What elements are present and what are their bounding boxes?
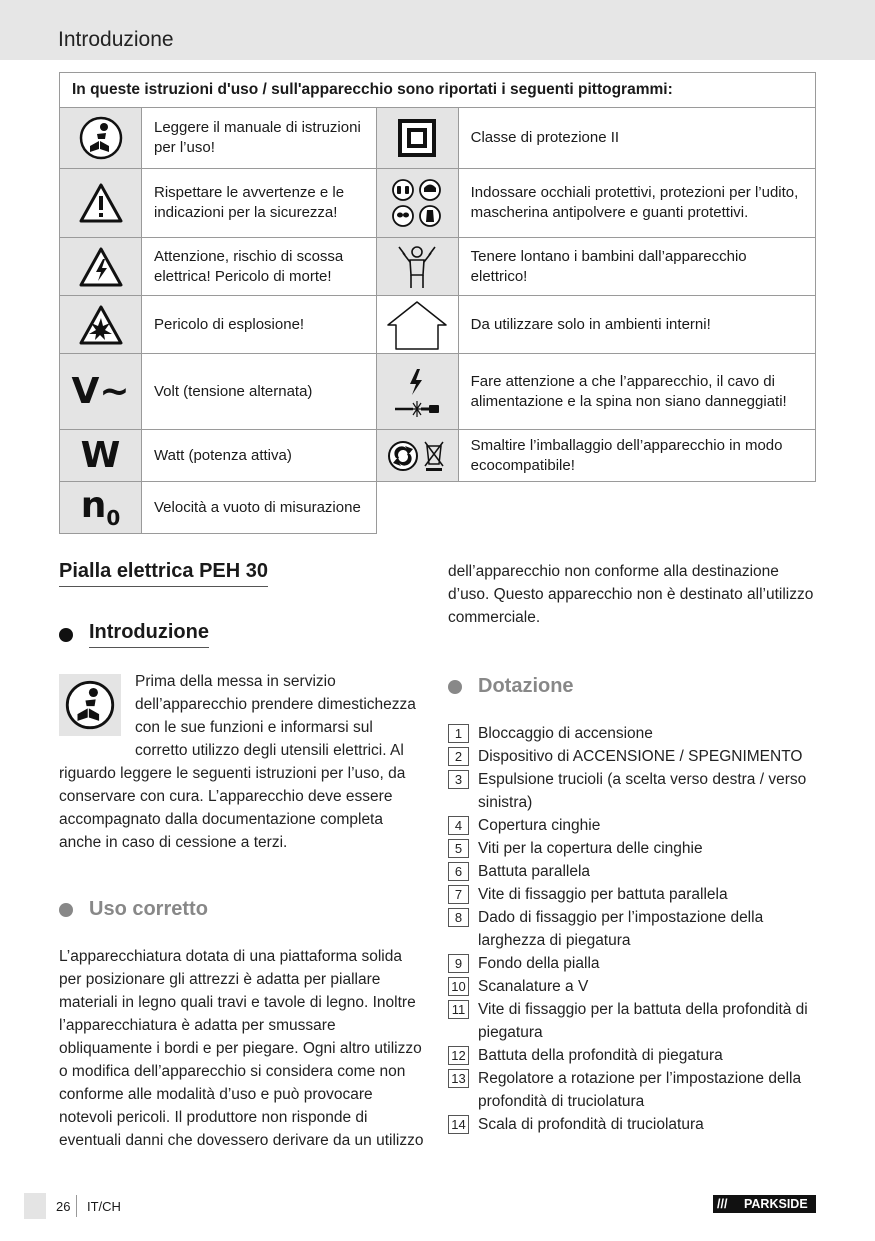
list-item: 4 Copertura cinghie (448, 814, 816, 837)
bullet-icon (59, 628, 73, 642)
brand-logo: /// PARKSIDE (713, 1195, 816, 1213)
list-item: 7 Vite di fissaggio per battuta parallela (448, 883, 816, 906)
pictogram-text: Volt (tensione alternata) (142, 354, 377, 430)
pictogram-text: Tenere lontano i bambini dall’apparecchio elettrico! (458, 238, 815, 296)
page-header (0, 0, 875, 60)
pictogram-text: Watt (potenza attiva) (142, 430, 377, 482)
page-number: 26 (56, 1199, 71, 1214)
keep-children-away-icon (376, 238, 458, 296)
pictogram-text: Pericolo di esplosione! (142, 296, 377, 354)
list-item: 1 Bloccaggio di accensione (448, 722, 816, 745)
header-title: Introduzione (58, 28, 174, 51)
section-heading-uso-corretto: Uso corretto (59, 898, 424, 921)
page-footer (0, 1190, 875, 1222)
pictogram-text: Velocità a vuoto di misurazione (142, 482, 377, 534)
footer-marker (24, 1193, 46, 1219)
pictogram-table (59, 72, 816, 534)
pictogram-text: Da utilizzare solo in ambienti interni! (458, 296, 815, 354)
pictogram-text: Leggere il manuale di istruzioni per l’uso! (142, 108, 377, 169)
list-item: 9 Fondo della pialla (448, 952, 816, 975)
product-title: Pialla elettrica PEH 30 (59, 560, 268, 587)
pictogram-text: Fare attenzione a che l’apparecchio, il cavo di alimentazione e la spina non siano danneggiati! (458, 354, 815, 430)
pictogram-text: Classe di protezione II (458, 108, 815, 169)
damaged-cable-icon (376, 354, 458, 430)
list-item: 3 Espulsione trucioli (a scelta verso destra / verso sinistra) (448, 768, 816, 814)
volt-ac-icon (60, 354, 142, 430)
list-item: 14 Scala di profondità di truciolatura (448, 1113, 816, 1136)
footer-divider (76, 1195, 77, 1217)
language-code: IT/CH (87, 1199, 121, 1214)
bullet-icon (59, 903, 73, 917)
no-load-speed-symbol: $n_0$ (80, 484, 121, 531)
read-manual-icon (60, 108, 142, 169)
intro-paragraph: Prima della messa in servizio dell’apparecchio prendere dimestichezza con le sue funzioni e informarsi sul corretto utilizzo degli utensili elettrici. Al riguardo leggere le seguenti istruzioni per l’uso, da conservare con cura. L’apparecchio deve essere accompagnato dalla documentazione completa anche in caso di cessione a terzi. (59, 673, 416, 851)
protection-class-ii-icon (376, 108, 458, 169)
bullet-icon (448, 680, 462, 694)
list-item: 11 Vite di fissaggio per la battuta della profondità di piegatura (448, 998, 816, 1044)
no-load-speed-icon (60, 482, 142, 534)
list-item: 5 Viti per la copertura delle cinghie (448, 837, 816, 860)
usage-paragraph: L’apparecchiatura dotata di una piattaforma solida per posizionare gli attrezzi è adatta per piallare materiali in legno quali travi e tavole di legno. Inoltre l’apparecchiatura è adatta per smussare obliquamente i bordi e per piegare. Ogni altro utilizzo o modifica dell’apparecchio si considera come non conforme alle modalità d’uso e può provocare notevoli pericoli. Il produttore non risponde di eventuali danni che dovessero derivare da un utilizzo (59, 948, 424, 1149)
list-item: 10 Scanalature a V (448, 975, 816, 998)
ppe-icons (376, 169, 458, 238)
warning-triangle-icon (60, 169, 142, 238)
section-heading-introduzione: Introduzione (59, 621, 424, 648)
explosion-icon (60, 296, 142, 354)
list-item: 13 Regolatore a rotazione per l’impostazione della profondità di truciolatura (448, 1067, 816, 1113)
watt-icon (60, 430, 142, 482)
indoor-house-icon (376, 296, 458, 354)
electric-shock-icon (60, 238, 142, 296)
pictogram-text: Attenzione, rischio di scossa elettrica! Pericolo di morte! (142, 238, 377, 296)
volt-symbol: V~ (71, 371, 130, 412)
left-column (59, 560, 424, 1152)
pictogram-table-title: In queste istruzioni d'uso / sull'apparecchio sono riportati i seguenti pittogrammi: (60, 73, 816, 108)
list-item: 2 Dispositivo di ACCENSIONE / SPEGNIMENTO (448, 745, 816, 768)
equipment-list (448, 722, 816, 1136)
watt-symbol: W (80, 435, 121, 476)
right-column (448, 560, 816, 1136)
usage-paragraph-continued: dell’apparecchio non conforme alla destinazione d’uso. Questo apparecchio non è destinato all’utilizzo commerciale. (448, 563, 814, 626)
pictogram-text: Rispettare le avvertenze e le indicazioni per la sicurezza! (142, 169, 377, 238)
list-item: 6 Battuta parallela (448, 860, 816, 883)
recycle-icon (376, 430, 458, 482)
pictogram-text: Smaltire l’imballaggio dell’apparecchio in modo ecocompatibile! (458, 430, 815, 482)
list-item: 12 Battuta della profondità di piegatura (448, 1044, 816, 1067)
list-item: 8 Dado di fissaggio per l’impostazione della larghezza di piegatura (448, 906, 816, 952)
pictogram-text: Indossare occhiali protettivi, protezioni per l’udito, mascherina antipolvere e guanti protettivi. (458, 169, 815, 238)
section-heading-dotazione: Dotazione (448, 675, 816, 698)
read-manual-icon (59, 674, 121, 736)
